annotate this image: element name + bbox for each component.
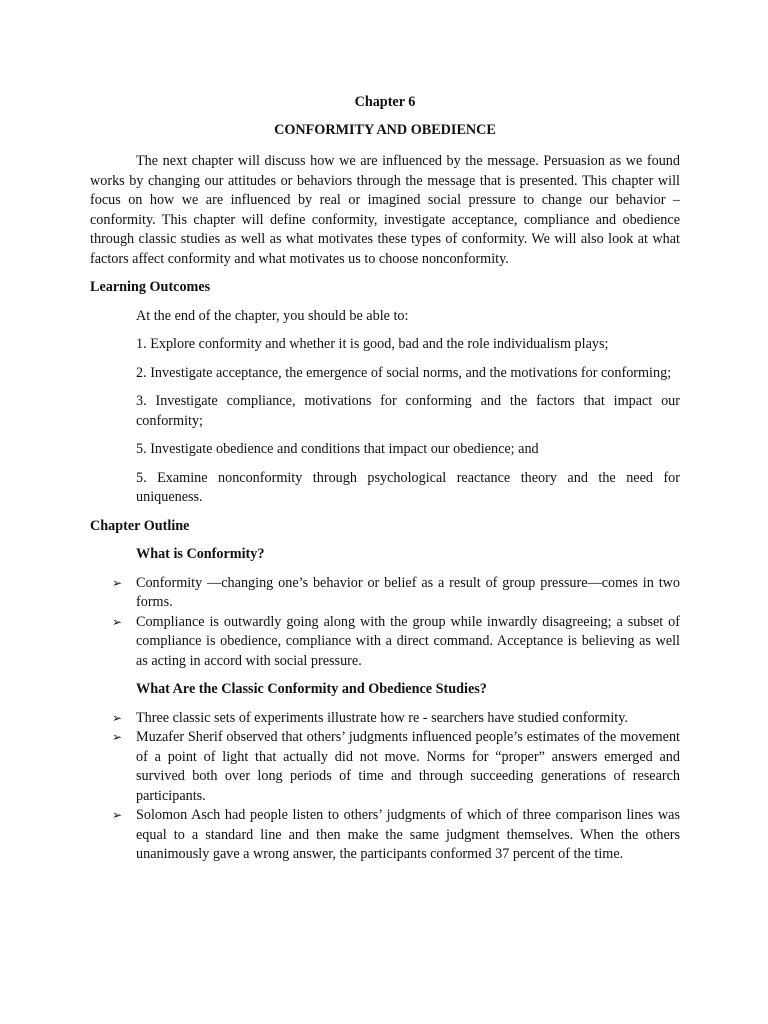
outline-bullet-text: Conformity —changing one’s behavior or belief as a result of group pressure—comes in two forms. [136, 574, 680, 610]
outline-bullet-item [90, 728, 680, 806]
arrowhead-bullet-icon: ➢ [112, 808, 123, 822]
outline-bullet-item [90, 709, 680, 729]
learning-outcomes-heading: Learning Outcomes [90, 279, 211, 295]
arrowhead-bullet-icon: ➢ [112, 730, 123, 744]
learning-outcome-item: 5. Investigate obedience and conditions that impact our obedience; and [136, 441, 539, 457]
learning-outcome-item: 1. Explore conformity and whether it is good, bad and the role individualism plays; [136, 336, 609, 352]
outline-section-title: What is Conformity? [136, 546, 265, 562]
chapter-label: Chapter 6 [354, 94, 416, 110]
outline-bullet-text: Muzafer Sherif observed that others’ judgments influenced people’s estimates of the movement of a point of light that actually did not move. Norms for “proper” answers emerged and survived both over long periods of time and through succeeding generations of research participants. [136, 729, 680, 804]
outline-bullet-list [90, 709, 680, 865]
outline-bullet-text: Compliance is outwardly going along with the group while inwardly disagreeing; a subset of compliance is obedience, compliance with a direct command. Acceptance is believing as well as acting in accord with social pressure. [136, 613, 680, 669]
chapter-outline-heading: Chapter Outline [90, 517, 190, 534]
learning-outcome-item: 3. Investigate compliance, motivations for conforming and the factors that impact our conformity; [136, 393, 680, 429]
arrowhead-bullet-icon: ➢ [112, 710, 123, 725]
outline-bullet-item [90, 613, 680, 672]
arrowhead-bullet-icon: ➢ [112, 575, 123, 590]
learning-outcome-item: 2. Investigate acceptance, the emergence of social norms, and the motivations for conforming; [136, 364, 672, 381]
outline-bullet-text: Solomon Asch had people listen to others’ judgments of which of three comparison lines was equal to a standard line and then make the same judgment themselves. When the others unanimously gave a wrong answer, the participants conformed 37 percent of the time. [136, 807, 680, 862]
intro-paragraph: The next chapter will discuss how we are influenced by the message. Persuasion as we found works by changing our attitudes or behaviors through the message that is presented. This chapter will focus on how we are influenced by real or imagined social pressure to change our behavior – conformity. This chapter will define conformity, investigate acceptance, compliance and obedience through classic studies as well as what motivates these types of conformity. We will also look at what factors affect conformity and what motivates us to choose nonconformity. [90, 153, 680, 267]
outline-bullet-item [90, 574, 680, 613]
arrowhead-bullet-icon: ➢ [112, 614, 123, 629]
learning-outcome-item: 5. Examine nonconformity through psychological reactance theory and the need for uniqueness. [136, 469, 680, 505]
outline-bullet-list [90, 574, 680, 672]
outline-bullet-item [90, 806, 680, 865]
learning-outcomes-lead: At the end of the chapter, you should be able to: [136, 307, 409, 324]
outline-section-title: What Are the Classic Conformity and Obedience Studies? [136, 681, 487, 697]
chapter-title: CONFORMITY AND OBEDIENCE [274, 122, 496, 138]
outline-bullet-text: Three classic sets of experiments illustrate how re - searchers have studied conformity. [136, 709, 628, 726]
